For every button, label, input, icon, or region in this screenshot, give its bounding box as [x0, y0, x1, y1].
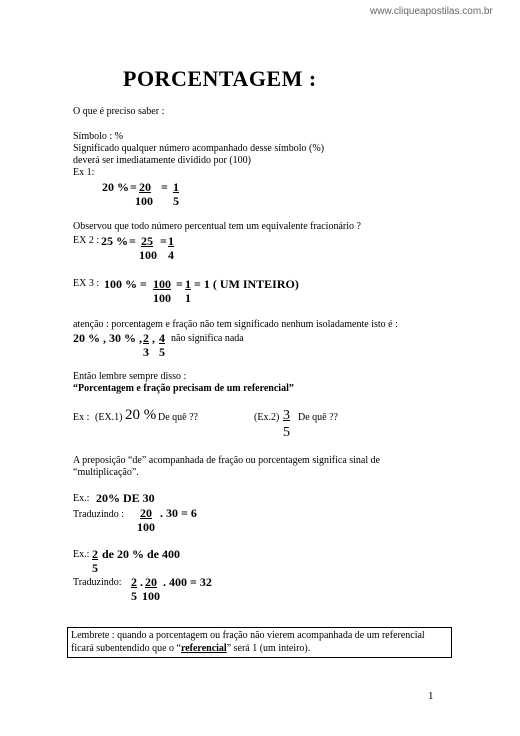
reminder-line-2 — [71, 643, 310, 654]
ex4-expression: 20% DE 30 — [96, 491, 155, 505]
example-1-question: De quê ?? — [158, 412, 198, 423]
ex1-numerator: 20 — [139, 180, 151, 194]
example-2-question: De quê ?? — [298, 412, 338, 423]
observe-text: Observou que todo número percentual tem um equivalente fracionário ? — [73, 221, 361, 232]
attention-fraction-2-num: 4 — [159, 331, 165, 345]
intro-text: O que é preciso saber : — [73, 106, 165, 117]
preposition-line: A preposição “de” acompanhada de fração ou porcentagem significa sinal de — [73, 455, 381, 466]
ex5-result: . 400 = 32 — [163, 575, 212, 589]
ex4-numerator: 20 — [140, 506, 152, 520]
ex5-numerator: 2 — [92, 547, 98, 561]
ex2-numerator: 25 — [141, 234, 153, 248]
ex5-denominator: 5 — [92, 561, 98, 575]
ex3-numerator-2: 1 — [185, 277, 191, 291]
ex2-equals-2: = — [160, 234, 167, 248]
ex3-denominator: 100 — [153, 291, 171, 305]
attention-note: não significa nada — [171, 333, 244, 344]
ex5-label: Ex.: — [73, 549, 90, 560]
remember-quote: “Porcentagem e fração precisam de um referencial” — [73, 383, 294, 394]
ex5-dot: . — [140, 575, 143, 589]
ex5-a-numerator: 2 — [131, 575, 137, 589]
ex2-equals: = — [129, 234, 136, 248]
ex2-denominator-2: 4 — [168, 248, 174, 262]
ex2-percent: 25 % — [101, 234, 128, 248]
ex3-equals-2: = — [176, 277, 183, 291]
example-1-value: 20 % — [125, 407, 157, 423]
ex2-label: EX 2 : — [73, 235, 100, 246]
ex3-denominator-2: 1 — [185, 291, 191, 305]
ex1-percent: 20 % — [102, 180, 129, 194]
attention-percents: 20 % , 30 % , — [73, 331, 142, 345]
reminder-line: Lembrete : quando a porcentagem ou fração não vierem acompanhada de um referencial — [71, 630, 425, 641]
ex3-lhs: 100 % = — [104, 277, 147, 291]
reminder-post: ” será 1 (um inteiro). — [226, 643, 311, 654]
meaning-line: Significado qualquer número acompanhado desse símbolo (%) — [73, 143, 325, 154]
ex2-denominator: 100 — [139, 248, 157, 262]
meaning-line-2: deverá ser imediatamente dividido por (100) — [73, 155, 251, 166]
attention-comma: , — [152, 331, 155, 345]
symbol-line: Símbolo : % — [73, 131, 124, 142]
ex5-expression: de 20 % de 400 — [102, 547, 180, 561]
example-2-tag: (Ex.2) — [254, 412, 280, 423]
ex4-denominator: 100 — [137, 520, 155, 534]
example-1-tag: (EX.1) — [95, 412, 123, 423]
attention-fraction-2-den: 5 — [159, 345, 165, 359]
example-2-numerator: 3 — [283, 408, 290, 423]
ex1-equals: = — [130, 180, 137, 194]
ex3-label: EX 3 : — [73, 278, 100, 289]
ex1-denominator: 100 — [135, 194, 153, 208]
ex5-a-denominator: 5 — [131, 589, 137, 603]
site-url: www.cliqueapostilas.com.br — [370, 6, 493, 17]
ex1-denominator-2: 5 — [173, 194, 179, 208]
attention-fraction-1-den: 3 — [143, 345, 149, 359]
attention-fraction-1-num: 2 — [143, 331, 149, 345]
ex5-b-denominator: 100 — [142, 589, 160, 603]
ex1-numerator-2: 1 — [173, 180, 179, 194]
ex3-numerator: 100 — [153, 277, 171, 291]
examples-label: Ex : — [73, 412, 90, 423]
preposition-line-2: “multiplicação”. — [73, 467, 139, 478]
ex1-equals-2: = — [161, 180, 168, 194]
ex4-result: . 30 = 6 — [160, 506, 197, 520]
reminder-pre: ficará subentendido que o “ — [71, 643, 181, 654]
page-title: PORCENTAGEM : — [123, 66, 317, 91]
example-1-label: Ex 1: — [73, 167, 95, 178]
page-number: 1 — [428, 690, 434, 702]
attention-text: atenção : porcentagem e fração não tem significado nenhum isoladamente isto é : — [73, 319, 398, 330]
ex3-tail: = 1 ( UM INTEIRO) — [194, 277, 299, 291]
example-2-denominator: 5 — [283, 425, 290, 440]
ex5-b-numerator: 20 — [145, 575, 157, 589]
ex5-translation-label: Traduzindo: — [73, 577, 122, 588]
ex4-label: Ex.: — [73, 493, 90, 504]
ex4-translation-label: Traduzindo : — [73, 509, 125, 520]
ex2-numerator-2: 1 — [168, 234, 174, 248]
reminder-bold: referencial — [180, 643, 227, 654]
remember-line: Então lembre sempre disso : — [73, 371, 187, 382]
